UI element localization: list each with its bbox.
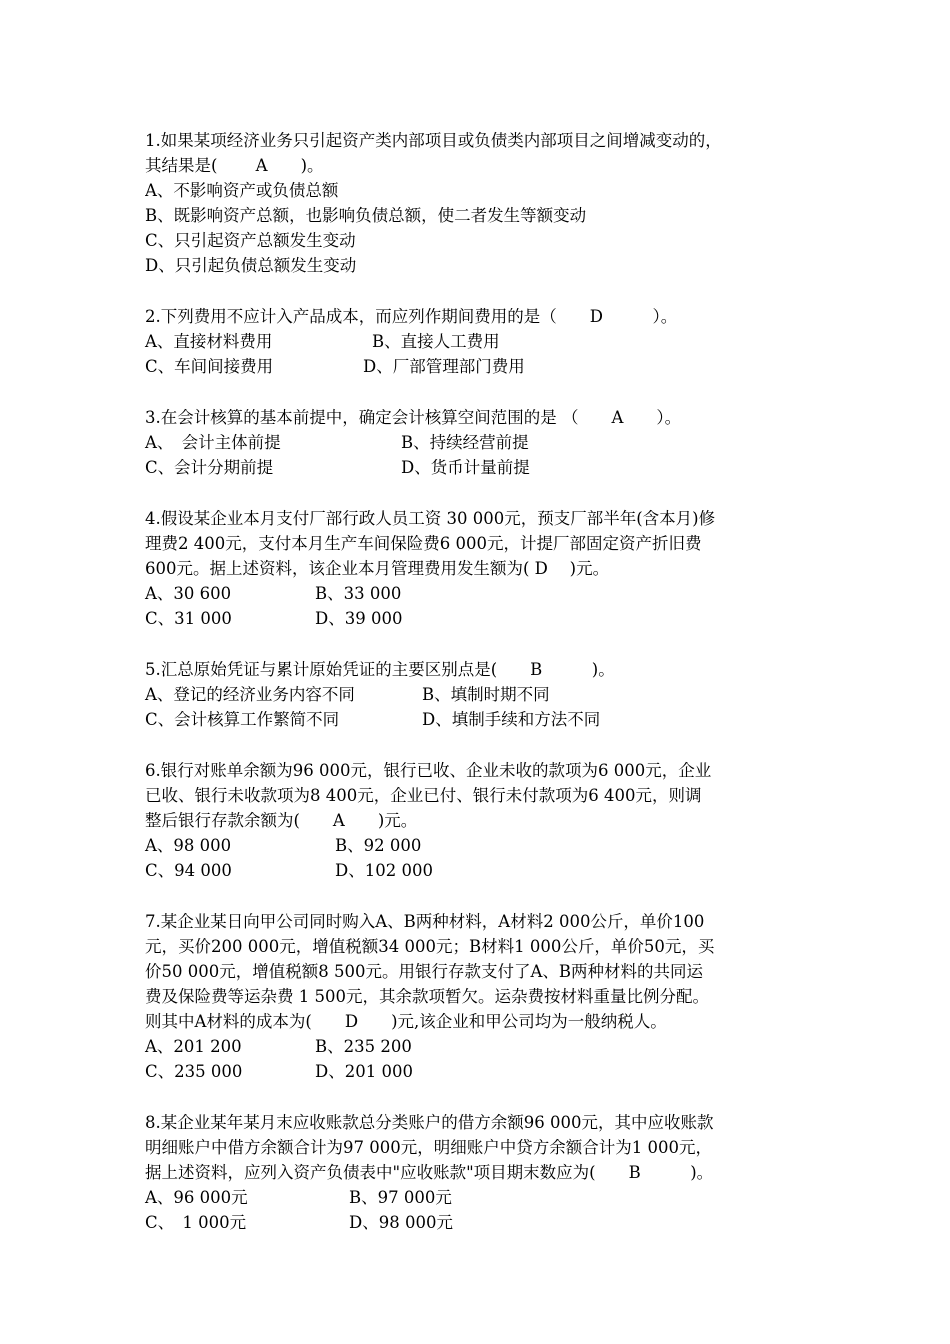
option-row xyxy=(145,606,825,631)
question-stem-line: 其结果是( A )。 xyxy=(145,156,324,175)
option-row xyxy=(145,858,825,883)
option-a: A、直接材料费用 xyxy=(145,332,273,351)
question-stem-line: 8.某企业某年某月末应收账款总分类账户的借方余额96 000元，其中应收账款 xyxy=(145,1113,714,1132)
question-stem-line: 元，买价200 000元，增值税额34 000元；B材料1 000公斤，单价50元，买 xyxy=(145,937,715,956)
option-row xyxy=(145,707,825,732)
option-row xyxy=(145,455,825,480)
option-row xyxy=(145,354,825,379)
question-stem-line: 整后银行存款余额为( A )元。 xyxy=(145,811,418,830)
option-line: A、不影响资产或负债总额 xyxy=(145,181,339,200)
option-line: D、只引起负债总额发生变动 xyxy=(145,256,357,275)
question-stem-line: 1.如果某项经济业务只引起资产类内部项目或负债类内部项目之间增减变动的， xyxy=(145,131,722,150)
option-c: C、94 000 xyxy=(145,861,232,880)
option-line: C、只引起资产总额发生变动 xyxy=(145,231,356,250)
question-stem-line: 3.在会计核算的基本前提中，确定会计核算空间范围的是 （ A ）。 xyxy=(145,408,682,427)
question-4 xyxy=(145,506,825,631)
question-stem-line: 理费2 400元，支付本月生产车间保险费6 000元，计提厂部固定资产折旧费 xyxy=(145,534,702,553)
option-c: C、 1 000元 xyxy=(145,1213,247,1232)
option-d: D、厂部管理部门费用 xyxy=(363,357,525,376)
question-7 xyxy=(145,909,825,1084)
question-stem-line: 明细账户中借方余额合计为97 000元，明细账户中贷方余额合计为1 000元， xyxy=(145,1138,712,1157)
question-stem-line: 6.银行对账单余额为96 000元，银行已收、企业未收的款项为6 000元，企业 xyxy=(145,761,712,780)
option-a: A、96 000元 xyxy=(145,1188,248,1207)
question-1 xyxy=(145,128,825,278)
question-stem-line: 4.假设某企业本月支付厂部行政人员工资 30 000元，预支厂部半年(含本月)修 xyxy=(145,509,716,528)
option-line: B、既影响资产总额，也影响负债总额，使二者发生等额变动 xyxy=(145,206,587,225)
question-stem-line: 2.下列费用不应计入产品成本，而应列作期间费用的是（ D ）。 xyxy=(145,307,678,326)
option-row xyxy=(145,1210,825,1235)
option-c: C、车间间接费用 xyxy=(145,357,274,376)
question-stem-line: 600元。据上述资料，该企业本月管理费用发生额为( D )元。 xyxy=(145,559,610,578)
question-3 xyxy=(145,405,825,480)
option-a: A、201 200 xyxy=(145,1037,242,1056)
option-d: D、39 000 xyxy=(315,609,403,628)
option-row xyxy=(145,581,825,606)
option-row xyxy=(145,1059,825,1084)
option-row xyxy=(145,329,825,354)
option-b: B、填制时期不同 xyxy=(422,685,550,704)
option-row xyxy=(145,833,825,858)
option-row xyxy=(145,1034,825,1059)
question-stem-line: 已收、银行未收款项为8 400元，企业已付、银行未付款项为6 400元，则调 xyxy=(145,786,702,805)
option-d: D、201 000 xyxy=(315,1062,413,1081)
option-a: A、 会计主体前提 xyxy=(145,433,281,452)
option-c: C、会计分期前提 xyxy=(145,458,274,477)
question-stem-line: 价50 000元，增值税额8 500元。用银行存款支付了A、B两种材料的共同运 xyxy=(145,962,704,981)
question-stem-line: 7.某企业某日向甲公司同时购入A、B两种材料，A材料2 000公斤，单价100 xyxy=(145,912,705,931)
option-d: D、98 000元 xyxy=(349,1213,453,1232)
option-b: B、92 000 xyxy=(335,836,422,855)
question-6 xyxy=(145,758,825,883)
question-stem-line: 5.汇总原始凭证与累计原始凭证的主要区别点是( B )。 xyxy=(145,660,615,679)
option-b: B、持续经营前提 xyxy=(401,433,529,452)
option-d: D、102 000 xyxy=(335,861,433,880)
question-8 xyxy=(145,1110,825,1235)
document-page xyxy=(145,128,825,1261)
question-5 xyxy=(145,657,825,732)
option-c: C、235 000 xyxy=(145,1062,243,1081)
option-b: B、97 000元 xyxy=(349,1188,452,1207)
option-d: D、填制手续和方法不同 xyxy=(422,710,601,729)
option-a: A、98 000 xyxy=(145,836,232,855)
option-c: C、31 000 xyxy=(145,609,232,628)
option-c: C、会计核算工作繁简不同 xyxy=(145,710,340,729)
option-a: A、30 600 xyxy=(145,584,232,603)
question-stem-line: 则其中A材料的成本为( D )元,该企业和甲公司均为一般纳税人。 xyxy=(145,1012,667,1031)
question-stem-line: 据上述资料，应列入资产负债表中"应收账款"项目期末数应为( B )。 xyxy=(145,1163,714,1182)
option-row xyxy=(145,682,825,707)
option-row xyxy=(145,1185,825,1210)
question-2 xyxy=(145,304,825,379)
option-d: D、货币计量前提 xyxy=(401,458,530,477)
option-row xyxy=(145,430,825,455)
option-b: B、235 200 xyxy=(315,1037,412,1056)
question-stem-line: 费及保险费等运杂费 1 500元，其余款项暂欠。运杂费按材料重量比例分配。 xyxy=(145,987,709,1006)
option-b: B、直接人工费用 xyxy=(372,332,500,351)
option-b: B、33 000 xyxy=(315,584,402,603)
option-a: A、登记的经济业务内容不同 xyxy=(145,685,355,704)
